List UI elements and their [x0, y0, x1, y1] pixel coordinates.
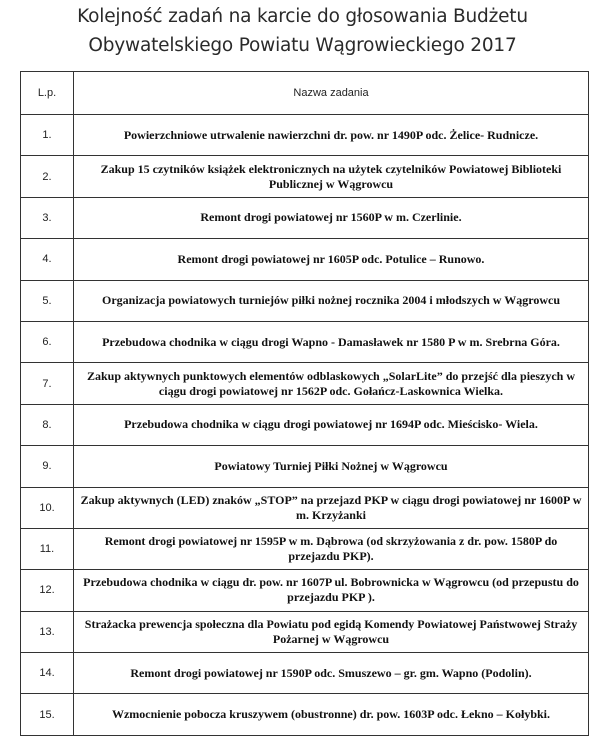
table-row	[21, 280, 589, 321]
document-title	[0, 2, 605, 60]
task-name: Przebudowa chodnika w ciągu drogi Wapno - Damasławek nr 1580 P w m. Srebrna Góra.	[74, 321, 589, 362]
table-row	[21, 694, 589, 735]
row-number: 6.	[21, 321, 74, 362]
table-header-row	[21, 72, 589, 115]
table-row	[21, 653, 589, 694]
table-row	[21, 239, 589, 280]
header-lp: L.p.	[21, 72, 74, 115]
task-name: Zakup aktywnych punktowych elementów odblaskowych „SolarLite” do przejść dla pieszych w ciągu drogi powiatowej nr 1562P odc. Gołańcz-Laskownica Wielka.	[74, 363, 589, 404]
task-name: Zakup 15 czytników książek elektronicznych na użytek czytelników Powiatowej Biblioteki Publicznej w Wągrowcu	[74, 156, 589, 197]
task-name: Przebudowa chodnika w ciągu drogi powiatowej nr 1694P odc. Mieścisko- Wiela.	[74, 404, 589, 445]
row-number: 12.	[21, 570, 74, 611]
table-row	[21, 197, 589, 238]
row-number: 5.	[21, 280, 74, 321]
task-name: Powierzchniowe utrwalenie nawierzchni dr. pow. nr 1490P odc. Żelice- Rudnicze.	[74, 115, 589, 156]
row-number: 9.	[21, 446, 74, 487]
table-row	[21, 528, 589, 569]
task-name: Organizacja powiatowych turniejów piłki nożnej rocznika 2004 i młodszych w Wągrowcu	[74, 280, 589, 321]
task-name: Strażacka prewencja społeczna dla Powiatu pod egidą Komendy Powiatowej Państwowej Straży Pożarnej w Wągrowcu	[74, 611, 589, 652]
table-row	[21, 570, 589, 611]
table-row	[21, 611, 589, 652]
title-line-2: Obywatelskiego Powiatu Wągrowieckiego 2017	[88, 35, 517, 56]
task-name: Remont drogi powiatowej nr 1590P odc. Smuszewo – gr. gm. Wapno (Podolin).	[74, 653, 589, 694]
header-task-name: Nazwa zadania	[74, 72, 589, 115]
row-number: 2.	[21, 156, 74, 197]
row-number: 14.	[21, 653, 74, 694]
task-name: Zakup aktywnych (LED) znaków „STOP” na przejazd PKP w ciągu drogi powiatowej nr 1600P w m. Krzyżanki	[74, 487, 589, 528]
task-name: Remont drogi powiatowej nr 1605P odc. Potulice – Runowo.	[74, 239, 589, 280]
tasks-table	[20, 71, 589, 736]
task-name: Wzmocnienie pobocza kruszywem (obustronne) dr. pow. 1603P odc. Łekno – Kołybki.	[74, 694, 589, 735]
task-name: Remont drogi powiatowej nr 1595P w m. Dąbrowa (od skrzyżowania z dr. pow. 1580P do przejazdu PKP).	[74, 528, 589, 569]
task-name: Przebudowa chodnika w ciągu dr. pow. nr 1607P ul. Bobrownicka w Wągrowcu (od przepustu do przejazdu PKP ).	[74, 570, 589, 611]
table-row	[21, 487, 589, 528]
task-name: Powiatowy Turniej Piłki Nożnej w Wągrowcu	[74, 446, 589, 487]
title-line-1: Kolejność zadań na karcie do głosowania Budżetu	[77, 6, 528, 27]
row-number: 8.	[21, 404, 74, 445]
table-body	[21, 115, 589, 736]
row-number: 3.	[21, 197, 74, 238]
row-number: 15.	[21, 694, 74, 735]
row-number: 10.	[21, 487, 74, 528]
row-number: 7.	[21, 363, 74, 404]
table-row	[21, 156, 589, 197]
task-name: Remont drogi powiatowej nr 1560P w m. Czerlinie.	[74, 197, 589, 238]
table-row	[21, 404, 589, 445]
row-number: 13.	[21, 611, 74, 652]
row-number: 11.	[21, 528, 74, 569]
table-row	[21, 115, 589, 156]
row-number: 4.	[21, 239, 74, 280]
table-row	[21, 446, 589, 487]
table-row	[21, 363, 589, 404]
table-row	[21, 321, 589, 362]
row-number: 1.	[21, 115, 74, 156]
